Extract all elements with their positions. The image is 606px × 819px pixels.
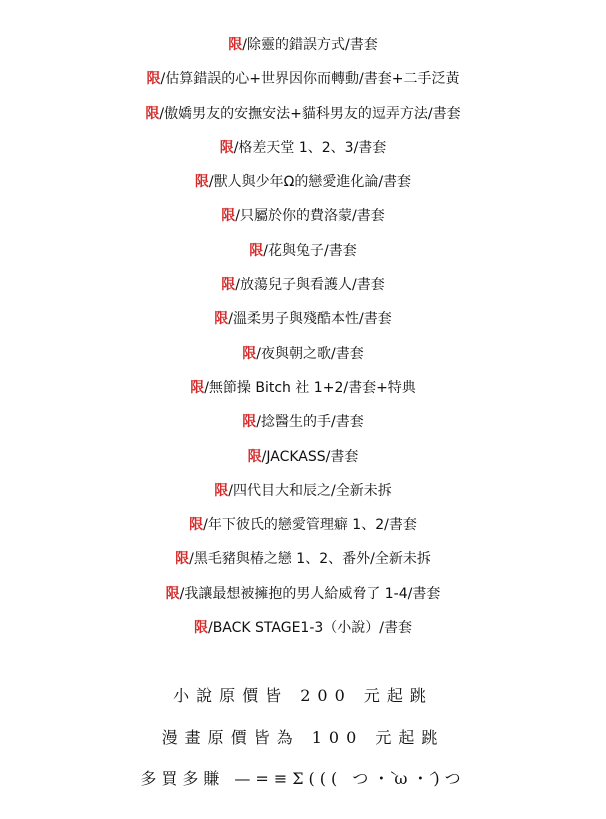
book-title: 除靈的錯誤方式/書套 [247,37,378,53]
book-title: 格差天堂 1、2、3/書套 [238,139,387,156]
list-item [0,611,606,645]
separator: / [261,448,267,465]
restricted-tag: 限 [145,105,160,122]
separator: / [233,139,239,156]
book-title: 只屬於你的費洛蒙/書套 [240,208,385,225]
list-item [0,302,606,336]
book-title: 夜與朝之歌/書套 [261,345,364,362]
restricted-tag: 限 [242,414,257,431]
separator: / [208,174,214,191]
separator: / [160,71,166,88]
list-item [0,508,606,542]
separator: / [207,620,213,637]
comic-price-note: 漫畫原價皆為 100 元起跳 [161,728,445,747]
separator: / [235,277,240,294]
separator: / [203,517,208,534]
restricted-tag: 限 [219,139,234,156]
list-item [0,577,606,611]
restricted-tag: 限 [175,551,190,568]
restricted-tag: 限 [165,585,180,602]
list-item [0,199,606,233]
book-title: 估算錯誤的心+世界因你而轉動/書套+二手泛黃 [165,71,460,88]
restricted-tag: 限 [193,620,208,637]
list-item [0,268,606,302]
restricted-tag: 限 [228,37,243,53]
book-title: 無節操 Bitch 社 1+2/書套+特典 [208,379,416,396]
restricted-tag: 限 [221,277,236,294]
list-item [0,542,606,576]
book-title: 溫柔男子與殘酷本性/書套 [233,311,392,328]
list-item [0,62,606,96]
restricted-tag: 限 [146,71,161,88]
book-list [0,28,606,645]
separator: / [204,379,209,396]
separator: / [228,311,233,328]
separator: / [228,482,233,499]
restricted-tag: 限 [242,345,257,362]
separator: / [256,414,261,431]
restricted-tag: 限 [221,208,236,225]
buy-more-note: 多買多賺 —=≡Σ((( つ・̀ω・́)つ [140,769,466,788]
separator: / [179,585,185,602]
list-item [0,97,606,131]
restricted-tag: 限 [249,242,264,259]
list-item [0,440,606,474]
list-item [0,337,606,371]
list-item [0,28,606,62]
separator: / [235,208,240,225]
book-title: 放蕩兒子與看護人/書套 [240,277,385,294]
separator: / [189,551,194,568]
separator: / [256,345,261,362]
restricted-tag: 限 [194,174,209,191]
book-title: 捻醫生的手/書套 [261,414,364,431]
restricted-tag: 限 [189,517,204,534]
novel-price-note: 小說原價皆 200 元起跳 [173,686,433,705]
restricted-tag: 限 [214,482,229,499]
book-title: 花與兔子/書套 [268,242,357,259]
book-title: 黑毛豬與椿之戀 1、2、番外/全新未拆 [193,551,431,568]
book-title: 傲嬌男友的安撫安法+貓科男友的逗弄方法/書套 [164,105,461,122]
separator: / [159,105,165,122]
book-title: 我讓最想被擁抱的男人給威脅了 1-4/書套 [184,585,441,602]
list-item [0,371,606,405]
book-title: 年下彼氏的戀愛管理癖 1、2/書套 [207,517,417,534]
list-item [0,474,606,508]
list-item [0,165,606,199]
separator: / [263,242,268,259]
book-title: JACKASS/書套 [266,448,359,465]
list-item [0,131,606,165]
separator: / [242,37,247,53]
restricted-tag: 限 [247,448,262,465]
restricted-tag: 限 [190,379,205,396]
restricted-tag: 限 [214,311,229,328]
book-title: 四代目大和辰之/全新未拆 [233,482,392,499]
book-title: BACK STAGE1-3（小說）/書套 [212,620,413,637]
list-item [0,405,606,439]
list-item [0,234,606,268]
book-title: 獸人與少年Ω的戀愛進化論/書套 [213,174,412,191]
